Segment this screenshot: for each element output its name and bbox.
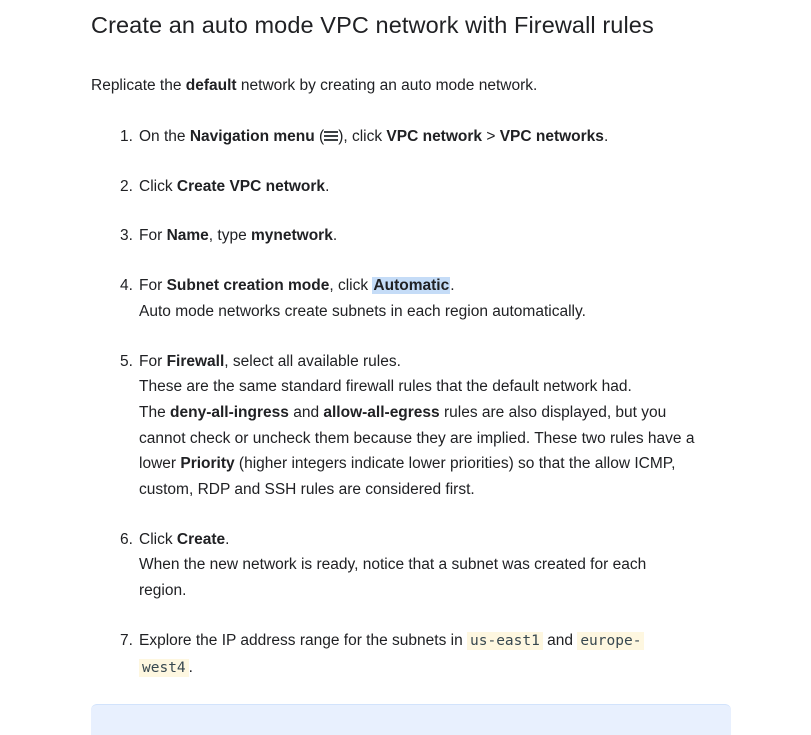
list-item: 1. On the Navigation menu ( ), click VPC network > VPC networks. xyxy=(91,124,731,150)
intro-paragraph: Replicate the default network by creating an auto mode network. xyxy=(91,77,538,94)
step-number: 1. xyxy=(120,128,133,145)
list-item: 7. Explore the IP address range for the subnets in us-east1 and europe- west4 . xyxy=(91,628,731,681)
info-callout-box xyxy=(91,704,731,735)
code-europe-west4-part1: europe- xyxy=(577,632,644,650)
list-item: 3. For Name, type mynetwork. xyxy=(91,223,731,249)
step-number: 5. xyxy=(120,352,133,370)
intro-bold-default: default xyxy=(185,77,237,94)
step-number: 4. xyxy=(120,277,133,295)
code-us-east1: us-east1 xyxy=(467,632,543,650)
list-item: 2. Click Create VPC network. xyxy=(91,174,731,200)
list-item: 5. For Firewall, select all available rules. These are the same standard firewall rules that the default network had. The deny-all-ingress and allow-all-egress rules are also displayed, but you cannot check or uncheck them because they are implied. These two rules have a lower Priority (higher integers indicate lower priorities) so that the allow ICMP, custom, RDP and SSH rules are considered first. xyxy=(91,349,731,503)
list-item: 6. Click Create. When the new network is ready, notice that a subnet was created for each region. xyxy=(91,527,731,604)
selected-text-automatic[interactable]: Automatic xyxy=(373,277,450,295)
hamburger-menu-icon xyxy=(324,130,338,142)
step-number: 2. xyxy=(120,177,133,195)
step-number: 6. xyxy=(120,530,133,548)
step-number: 3. xyxy=(120,227,133,245)
section-title: Create an auto mode VPC network with Firewall rules xyxy=(91,12,654,38)
code-europe-west4-part2: west4 xyxy=(139,659,189,677)
step-number: 7. xyxy=(120,631,133,649)
list-item: 4. For Subnet creation mode, click Automatic. Auto mode networks create subnets in each region automatically. xyxy=(91,273,731,324)
step-note: Auto mode networks create subnets in each region automatically. xyxy=(139,302,586,320)
steps-list xyxy=(91,124,731,705)
